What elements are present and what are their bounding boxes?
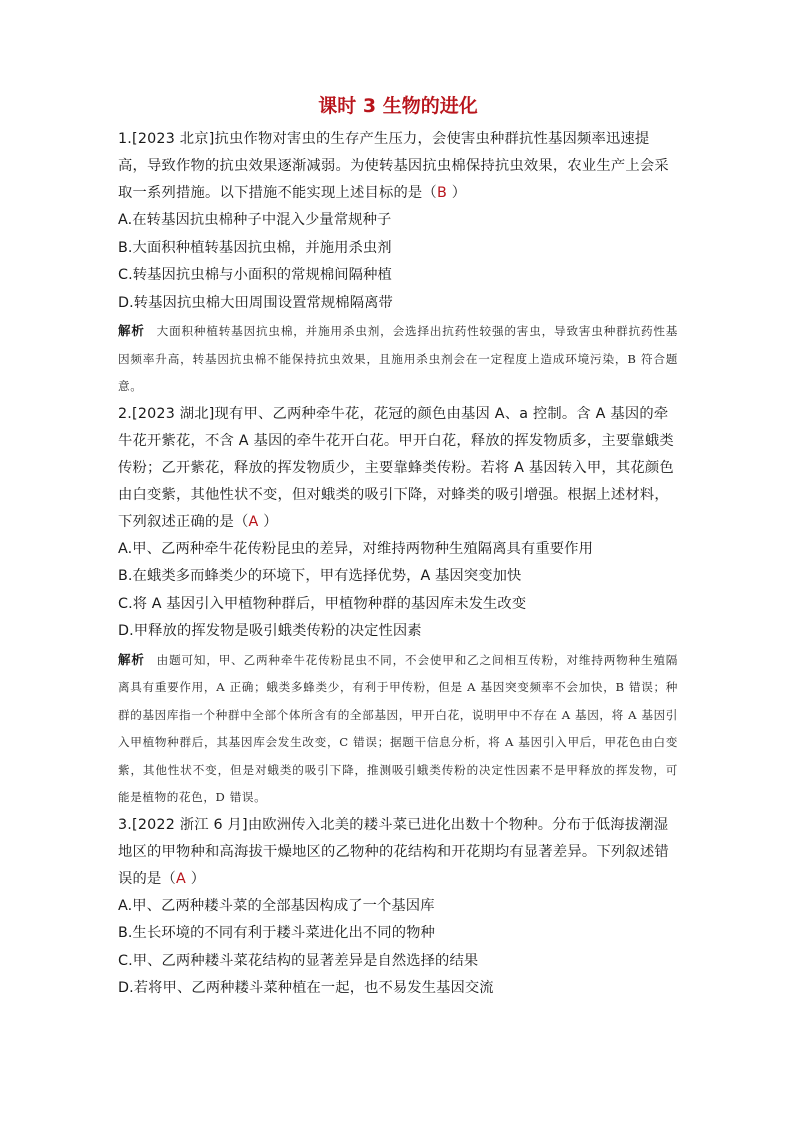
option-c: C.甲、乙两种耧斗菜花结构的显著差异是自然选择的结果 [118,952,479,969]
option-a: A.在转基因抗虫棉种子中混入少量常规种子 [118,212,392,228]
explanation-text: 由题可知，甲、乙两种牵牛花传粉昆虫不同，不会使甲和乙之间相互传粉，对维持两物种生殖隔离具有重要作用，A 正确；蛾类多蜂类少，有利于甲传粉，但是 A 基因突变频率不会加快，B 错误；种群的基因库指一个种群中全部个体所含有的全部基因，甲开白花，说明甲中不存在 A 基因，将 A 基因引入甲植物种群后，其基因库会发生改变，C 错误；据题干信息分析，将 A 基因引入甲后，甲花色由白变紫，其他性状不变，但是对蛾类的吸引下降，推测吸引蛾类传粉的决定性因素不是甲释放的挥发物，可能是植物的花色，D 错误。 [118,652,679,804]
question-stem [118,126,678,207]
option-d: D.甲释放的挥发物是吸引蛾类传粉的决定性因素 [118,623,422,639]
question-1 [118,126,678,401]
question-source: [2022 浙江 6 月] [132,816,248,833]
question-number: 3. [118,816,133,833]
page-title: 课时 3 生物的进化 [318,95,478,117]
explanation-label: 解析 [118,323,145,338]
question-text-end: ） [185,870,206,887]
option-c: C.将 A 基因引入甲植物种群后，甲植物种群的基因库未发生改变 [118,595,527,612]
document-page [118,92,678,1003]
explanation-text: 大面积种植转基因抗虫棉，并施用杀虫剂，会选择出抗药性较强的害虫，导致害虫种群抗药性基因频率升高，转基因抗虫棉不能保持抗虫效果，且施用杀虫剂会在一定程度上造成环境污染，B 符合题意。 [118,324,679,393]
option-c: C.转基因抗虫棉与小面积的常规棉间隔种植 [118,267,392,283]
question-3 [118,812,678,1003]
question-source: [2023 北京] [132,131,215,147]
answer-letter: A [176,870,186,887]
answer-letter: A [248,513,259,530]
question-text-end: ） [258,513,278,530]
question-number: 1. [118,131,133,147]
explanation [118,317,678,401]
question-text: 抗虫作物对害虫的生存产生压力，会使害虫种群抗性基因频率迅速提高，导致作物的抗虫效果逐渐减弱。为使转基因抗虫棉保持抗虫效果，农业生产上会采取一系列措施。以下措施不能实现上述目标的是（ [118,131,669,201]
answer-letter: B [436,185,447,201]
option-d: D.转基因抗虫棉大田周围设置常规棉隔离带 [118,294,393,311]
question-2 [118,401,678,812]
option-a: A.甲、乙两种耧斗菜的全部基因构成了一个基因库 [118,897,435,914]
question-text: 现有甲、乙两种牵牛花，花冠的颜色由基因 A、a 控制。含 A 基因的牵牛花开紫花，不含 A 基因的牵牛花开白花。甲开白花，释放的挥发物质多，主要靠蛾类传粉；乙开紫花，释放的挥发物质少，主要靠蜂类传粉。若将 A 基因转入甲，其花颜色由白变紫，其他性状不变，但对蛾类的吸引下降，对蜂类的吸引增强。根据上述材料，下列叙述正确的是（ [118,405,674,530]
explanation-label: 解析 [118,651,145,667]
option-b: B.生长环境的不同有利于耧斗菜进化出不同的物种 [118,925,435,941]
question-stem [118,401,678,536]
question-source: [2023 湖北] [132,405,215,422]
question-stem [118,812,678,893]
explanation [118,646,678,812]
option-b: B.大面积种植转基因抗虫棉，并施用杀虫剂 [118,239,392,256]
option-d: D.若将甲、乙两种耧斗菜种植在一起，也不易发生基因交流 [118,980,494,996]
question-number: 2. [118,405,133,422]
option-a: A.甲、乙两种牵牛花传粉昆虫的差异，对维持两物种生殖隔离具有重要作用 [118,540,593,557]
option-b: B.在蛾类多而蜂类少的环境下，甲有选择优势，A 基因突变加快 [118,568,522,584]
question-text-end: ） [446,185,467,201]
question-text: 由欧洲传入北美的耧斗菜已进化出数十个物种。分布于低海拔潮湿地区的甲物种和高海拔干燥地区的乙物种的花结构和开花期均有显著差异。下列叙述错误的是（ [118,816,669,887]
